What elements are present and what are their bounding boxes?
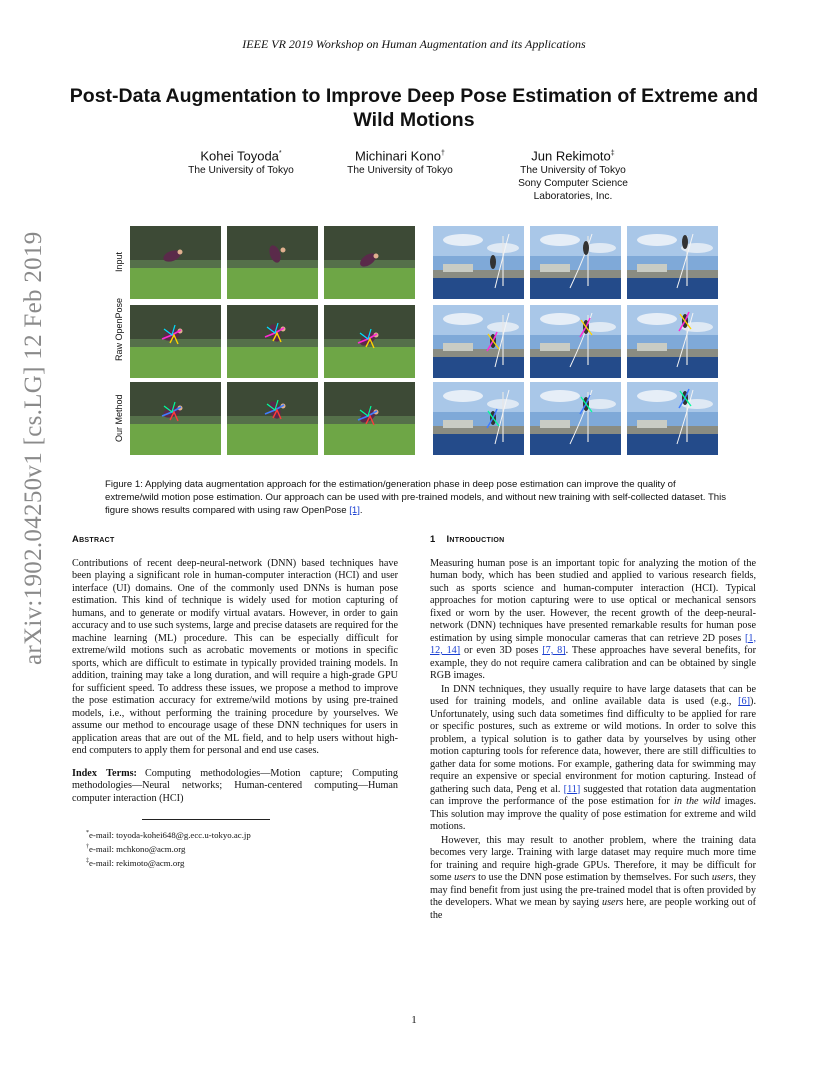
author-name: Michinari Kono [355,148,442,164]
figure-thumbnail [324,382,415,455]
author-affiliation: Sony Computer Science [518,178,628,190]
author-2 [315,146,485,177]
figure-thumbnail [530,226,621,299]
footnote: ‡e-mail: rekimoto@acm.org [86,857,185,868]
author-affiliation: Laboratories, Inc. [533,191,613,203]
intro-paragraph-2: In DNN techniques, they usually require to have large datasets that can be used for training models, and online available data is used (e.g., [6]). Unfortunately, using such data sometimes find difficulty to be applied for rare or specific postures, such as extreme or wild motions. In order to solve this problem, a typical solution is to gather data by yourselves by using other motion capturing tools for reference data, however, there are still difficulties to gather data for some motions. For example, gathering data for swimming may require an expensive or special environment for motion capturing. Instead of gathering such data, Peng et al. [11] suggested that rotation data augmentation can improve the performance of the pose estimation for in the wild images. This solution may improve the quality of pose estimation for extreme and wild motions. [430,683,757,832]
figure-thumbnail [130,226,221,299]
author-mark: † [441,150,445,157]
citation-link[interactable]: [7, 8] [542,645,566,656]
figure-thumbnail [227,305,318,378]
author-mark: ‡ [610,150,615,157]
page-number: 1 [411,1014,417,1026]
author-name: Jun Rekimoto [531,148,611,164]
footnotes [72,827,398,869]
index-terms-text: Computing methodologies—Motion capture; Computing methodologies—Neural networks; Human-centered computing—Human computer interaction (HCI) [72,767,398,804]
figure-thumbnail [627,226,718,299]
caption-citation[interactable]: [1] [349,505,360,516]
index-terms [72,768,398,806]
figure-thumbnail [433,226,524,299]
figure-caption: Figure 1: Applying data augmentation approach for the estimation/generation phase in deep pose estimation can improve the quality of extreme/wild motion pose estimation. Our approach can be used with pre-trained models, and without new training with self-collected dataset. This figure shows results compared with using raw OpenPose [1]. [105,479,727,516]
citation-link[interactable]: [1, 12, 14] [430,632,756,656]
figure-thumbnail [627,305,718,378]
figure-thumbnail [130,305,221,378]
figure-thumbnail [227,226,318,299]
figure-thumbnail [227,382,318,455]
abstract-heading: Abstract [72,533,115,544]
author-3 [488,146,658,203]
paper-title: Post-Data Augmentation to Improve Deep Pose Estimation of Extreme and Wild Motions [69,85,759,131]
author-affiliation: The University of Tokyo [520,165,626,177]
left-column [72,533,398,869]
citation-link[interactable]: [6] [738,696,751,707]
figure-thumbnail [627,382,718,455]
figure-thumbnail [324,226,415,299]
figure-thumbnail [433,305,524,378]
figure-thumbnail [530,305,621,378]
index-terms-label: Index Terms: [72,767,137,779]
arxiv-stamp-text: arXiv:1902.04250v1 [cs.LG] 12 Feb 2019 [20,231,47,665]
author-affiliation: The University of Tokyo [188,165,294,177]
figure-1: Input Raw OpenPose Our Method [105,226,723,458]
figure-thumbnail [433,382,524,455]
footnote: *e-mail: toyoda-kohei648@g.ecc.u-tokyo.ac.jp [86,829,251,840]
figure-thumbnail [130,382,221,455]
figure-thumbnail [530,382,621,455]
right-column [430,533,756,922]
intro-heading: 1 Introduction [430,533,505,544]
abstract-text: Contributions of recent deep-neural-network (DNN) based techniques have been playing a significant role in human-computer interaction (HCI) and user interface (UI) domains. One of the commonly used DNNs is human pose estimation. This kind of technique is widely used for motion capturing of humans, and to generate or modify virtual avatars. However, in order to gain accuracy and to use such systems, large and precise datasets are required for the machine learning (ML) procedure. This can be especially difficult for extreme/wild motions such as acrobatic movements or motions in specific sports, which are difficult to estimate in typically provided training models. In addition, training may take a long duration, and will require a high-grade GPU for sufficient speed. To address these issues, we propose a method to improve the pose estimation accuracy for extreme/wild motions by using pre-trained models, i.e., without performing the training procedure by yourselves. We assume our method to encourage usage of these DNN techniques for users in application areas that are out of the ML field, and to help users without high-end computers to apply them for personal and end use cases. [72,557,398,756]
footnote-rule [142,819,270,820]
author-name: Kohei Toyoda [200,148,279,164]
footnote: †e-mail: mchkono@acm.org [86,843,186,854]
intro-paragraph-1: Measuring human pose is an important topic for analyzing the motion of the human body, which has been studied and applied to various research fields, such as sports science and human-computer interaction (HCI). Typical approaches for motion capturing were to use optical or mechanical sensors fixed or worn by the user. However, the recent growth of the deep-neural-network (DNN) techniques have presented remarkable results for human pose estimation by using simple monocular cameras that can retrieve 2D poses [1, 12, 14] or even 3D poses [7, 8]. These approaches have several benefits, for example, they do not require camera calibration and can be obtained by single RGB images. [430,557,756,681]
author-mark: * [278,150,282,157]
venue-header: IEEE VR 2019 Workshop on Human Augmentation and its Applications [242,37,586,51]
author-affiliation: The University of Tokyo [347,165,453,177]
figure-thumbnail [324,305,415,378]
citation-link[interactable]: [11] [563,783,581,795]
author-1 [156,146,326,177]
intro-paragraph-3: However, this may result to another problem, where the training data becomes very large. Training with large dataset may require much more time for training and require high-grade GPUs. Therefore, it may be difficult for some users to use the DNN pose estimation by themselves. For such users, they may find benefit from just using the pre-trained model that is often provided by the developers. What we mean by saying users here, are people working out of the [430,834,756,921]
